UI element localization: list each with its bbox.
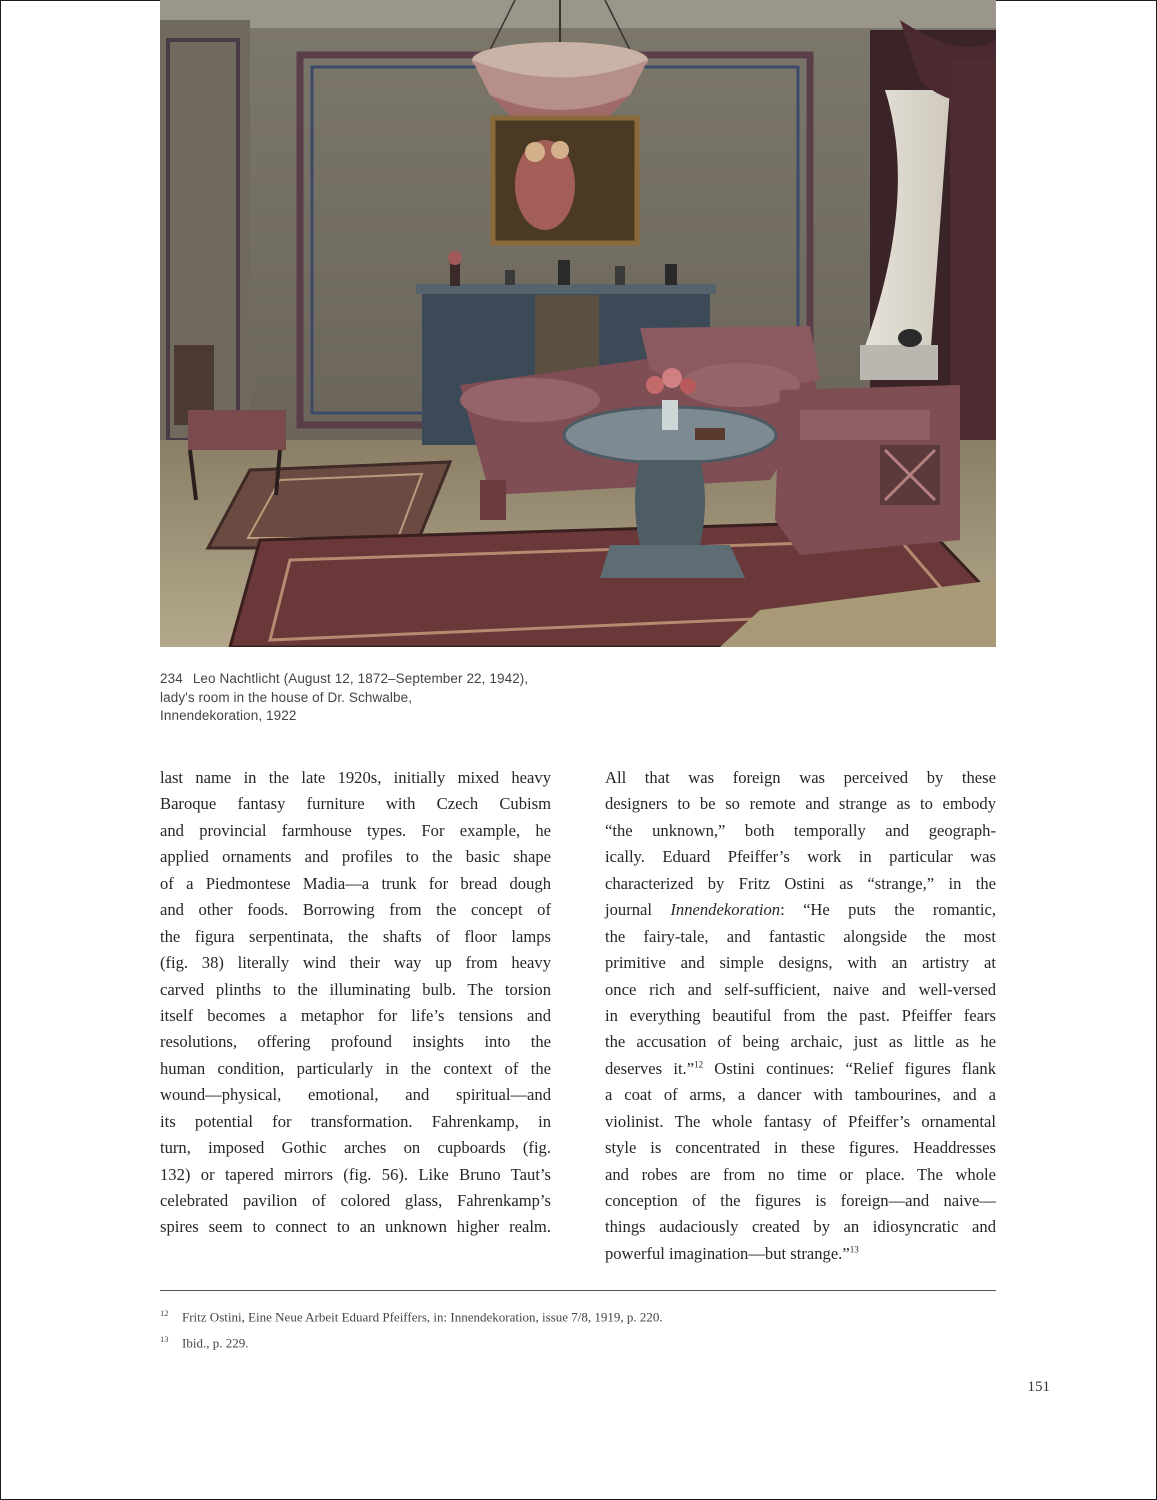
- footnote-reference[interactable]: 13: [849, 1244, 859, 1255]
- figure-caption: [160, 670, 580, 726]
- text-line: style is concentrated in these figures. Headdresses: [605, 1138, 996, 1158]
- text-fragment: powerful imagination—but strange.”: [605, 1243, 850, 1263]
- text-line: the figura serpentinata, the shafts of floor lamps: [160, 926, 551, 946]
- text-line: (fig. 38) literally wind their way up from heavy: [160, 953, 551, 973]
- footnote-mark: 12: [160, 1308, 169, 1318]
- caption-line-1: [160, 670, 580, 689]
- body-text-left-column: [160, 765, 551, 1241]
- footnotes: [160, 1302, 996, 1355]
- text-line: Baroque fantasy furniture with Czech Cubism: [160, 794, 551, 814]
- caption-text: Leo Nachtlicht (August 12, 1872–September 22, 1942),: [192, 671, 529, 686]
- text-line: in everything beautiful from the past. Pfeiffer fears: [605, 1005, 996, 1025]
- text-fragment: Ostini continues: “Relief figures flank: [703, 1058, 996, 1078]
- footnote-mark: 13: [160, 1334, 169, 1345]
- text-line: resolutions, offering profound insights into the: [160, 1032, 551, 1052]
- text-line: 132) or tapered mirrors (fig. 56). Like Bruno Taut’s: [160, 1164, 551, 1184]
- footnote-divider: [160, 1290, 996, 1291]
- text-line: and other foods. Borrowing from the concept of: [160, 900, 551, 920]
- text-line: the accusation of being archaic, just as little as he: [605, 1032, 996, 1052]
- text-line: and provincial farmhouse types. For example, he: [160, 820, 551, 840]
- text-line: itself becomes a metaphor for life’s tensions and: [160, 1005, 551, 1025]
- text-line: celebrated pavilion of colored glass, Fahrenkamp’s: [160, 1191, 551, 1210]
- journal-title: Innendekoration: [670, 900, 781, 920]
- text-line: its potential for transformation. Fahrenkamp, in: [160, 1111, 551, 1131]
- text-fragment: journal: [605, 900, 671, 920]
- text-line: carved plinths to the illuminating bulb. The torsion: [160, 979, 551, 999]
- caption-line-2: lady's room in the house of Dr. Schwalbe,: [160, 689, 413, 705]
- text-line: last name in the late 1920s, initially mixed heavy: [160, 768, 551, 787]
- body-text-right-column: [605, 765, 996, 1267]
- text-fragment: : “He puts the romantic,: [780, 900, 996, 920]
- footnote-text: Fritz Ostini, Eine Neue Arbeit Eduard Pfeiffers, in: Innendekoration, issue 7/8, 1919, p. 220.: [182, 1309, 663, 1325]
- text-line: turn, imposed Gothic arches on cupboards (fig.: [160, 1138, 551, 1158]
- text-line: the fairy-tale, and fantastic alongside the most: [605, 926, 996, 946]
- text-line: [605, 1056, 996, 1082]
- text-line: things audaciously created by an idiosyncratic and: [605, 1217, 996, 1237]
- text-line: “the unknown,” both temporally and geograph-: [605, 820, 996, 840]
- text-line: spires seem to connect to an unknown higher realm.: [160, 1217, 551, 1237]
- text-fragment: deserves it.”: [605, 1058, 695, 1078]
- footnote-text: Ibid., p. 229.: [182, 1335, 249, 1351]
- text-line: human condition, particularly in the context of the: [160, 1058, 551, 1078]
- text-line: wound—physical, emotional, and spiritual—and: [160, 1085, 551, 1105]
- figure-number: 234: [160, 671, 183, 686]
- footnote: [160, 1328, 996, 1354]
- text-line: of a Piedmontese Madia—a trunk for bread dough: [160, 873, 551, 893]
- text-line: [605, 897, 996, 923]
- text-line: designers to be so remote and strange as to embody: [605, 794, 996, 814]
- text-line: applied ornaments and profiles to the basic shape: [160, 847, 551, 867]
- text-line: characterized by Fritz Ostini as “strange,” in the: [605, 873, 996, 893]
- footnote-reference[interactable]: 12: [694, 1059, 704, 1070]
- text-line: conception of the figures is foreign—and naive—: [605, 1191, 996, 1210]
- caption-line-3: Innendekoration, 1922: [160, 708, 297, 723]
- text-line: All that was foreign was perceived by these: [605, 768, 996, 787]
- text-line: primitive and simple designs, with an artistry at: [605, 953, 996, 973]
- text-line: a coat of arms, a dancer with tambourines, and a: [605, 1085, 996, 1105]
- footnote: [160, 1302, 996, 1328]
- text-line: once rich and self-sufficient, naive and well-versed: [605, 979, 996, 999]
- text-line: ically. Eduard Pfeiffer’s work in particular was: [605, 847, 996, 867]
- text-line: and robes are from no time or place. The whole: [605, 1164, 996, 1184]
- page-number: 151: [1027, 1379, 1050, 1395]
- text-line: [605, 1241, 996, 1267]
- text-line: violinist. The whole fantasy of Pfeiffer’s ornamental: [605, 1111, 996, 1131]
- interior-photograph: [160, 0, 996, 647]
